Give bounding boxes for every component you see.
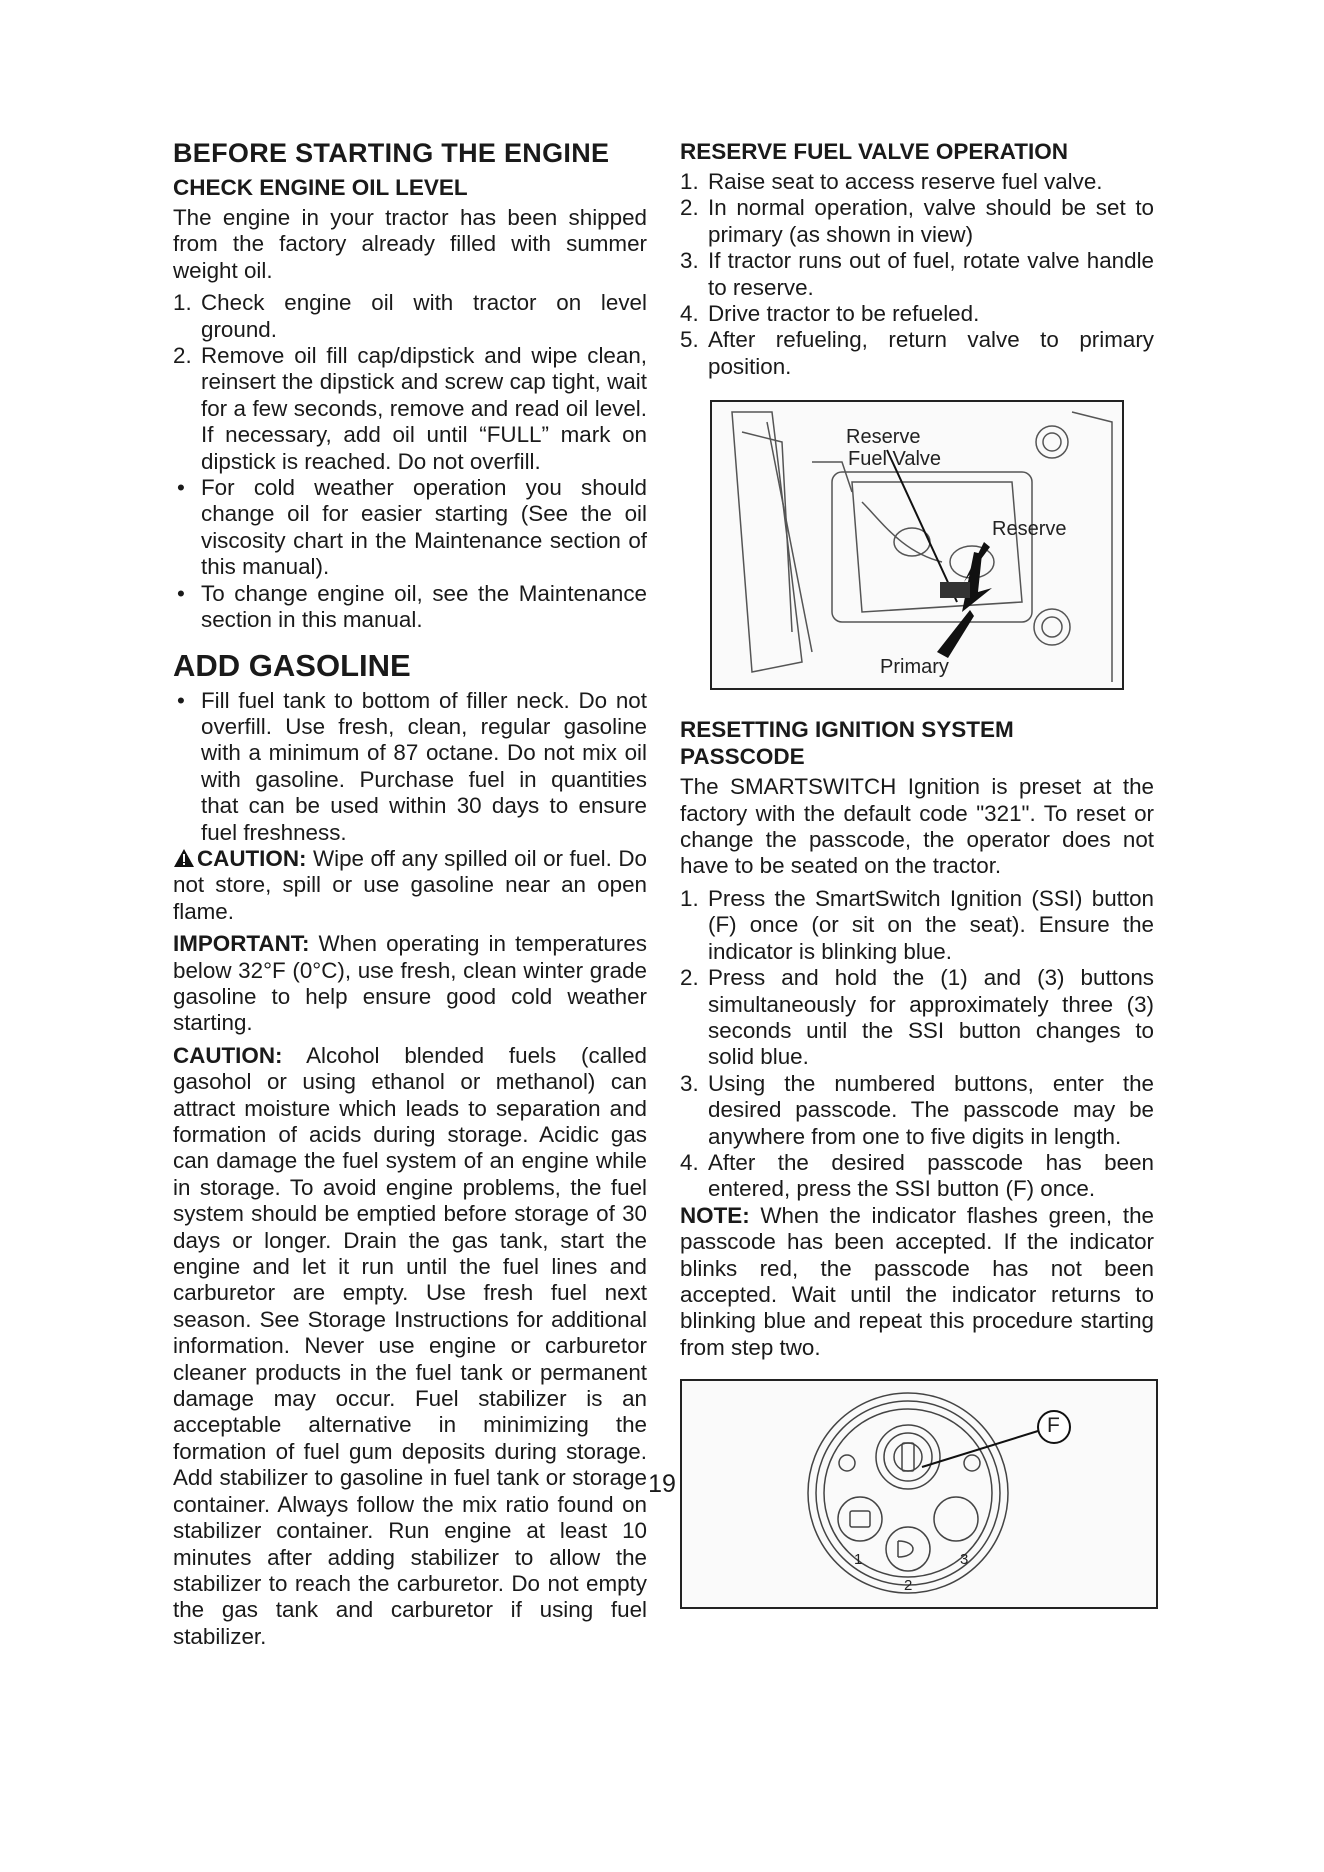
reserve-step: 4. Drive tractor to be refueled.	[680, 301, 980, 327]
reserve-fuel-valve-label-line2: Fuel Valve	[848, 448, 942, 471]
before-starting-heading: BEFORE STARTING THE ENGINE	[173, 138, 610, 168]
oil-step: 1. Check engine oil with tractor on level ground.	[173, 290, 647, 342]
oil-intro: The engine in your tractor has been shipped from the factory already filled with summer weight oil.	[173, 205, 647, 283]
passcode-step: 2. Press and hold the (1) and (3) buttons simultaneously for approximately three (3) seconds until the SSI button changes to solid blue.	[680, 965, 1154, 1070]
note-label: NOTE:	[680, 1202, 750, 1228]
important-paragraph: IMPORTANT: When operating in temperatures below 32°F (0°C), use fresh, clean winter grade gasoline to help ensure good cold weather starting.	[173, 931, 647, 1036]
oil-steps	[173, 290, 647, 475]
alcohol-caution-paragraph: CAUTION: Alcohol blended fuels (called gasohol or using ethanol or methanol) can attract moisture which leads to separation and formation of acids during storage. Acidic gas can damage the fuel system of an engine while in storage. To avoid engine problems, the fuel system should be emptied before storage of 30 days or longer. Drain the gas tank, start the engine and let it run until the fuel lines and carburetor are empty. Use fresh fuel next season. See Storage Instructions for additional information. Never use engine or carburetor cleaner products in the fuel tank or permanent damage may occur. Fuel stabilizer is an acceptable alternative in minimizing the formation of fuel gum deposits during storage. Add stabilizer to gasoline in fuel tank or storage container. Always follow the mix ratio found on stabilizer container. Run engine at least 10 minutes after adding stabilizer to allow the stabilizer to reach the carburetor. Do not empty the gas tank and carburetor if using fuel stabilizer.	[173, 1042, 647, 1649]
caution-paragraph: CAUTION: Wipe off any spilled oil or fuel. Do not store, spill or use gasoline near an open flame.	[173, 845, 647, 924]
button-3-label: 3	[960, 1551, 969, 1569]
caution-label: CAUTION:	[173, 1042, 283, 1068]
reserve-label: Reserve	[992, 518, 1067, 541]
reserve-step: 5. After refueling, return valve to primary position.	[680, 327, 1154, 379]
button-1-label: 1	[854, 1551, 863, 1569]
reserve-step: 1. Raise seat to access reserve fuel valve.	[680, 169, 1103, 194]
caution-label: CAUTION:	[197, 845, 307, 871]
reserve-fuel-valve-figure	[710, 400, 1124, 690]
f-callout-label: F	[1047, 1414, 1060, 1438]
passcode-step: 3. Using the numbered buttons, enter the desired passcode. The passcode may be anywhere from one to five digits in length.	[680, 1070, 1154, 1149]
passcode-intro: The SMARTSWITCH Ignition is preset at the factory with the default code "321". To reset or change the passcode, the operator does not have to be seated on the tractor.	[680, 774, 1154, 879]
note-paragraph: NOTE: When the indicator flashes green, the passcode has been accepted. If the indicator blinks red, the passcode has not been accepted. Wait until the indicator returns to blinking blue and repeat this procedure starting from step two.	[680, 1202, 1154, 1360]
oil-step: 2. Remove oil fill cap/dipstick and wipe clean, reinsert the dipstick and screw cap tight, wait for a few seconds, remove and read oil level. If necessary, add oil until “FULL” mark on dipstick is reached. Do not overfill.	[173, 343, 647, 474]
passcode-step: 1. Press the SmartSwitch Ignition (SSI) button (F) once (or sit on the seat). Ensure the indicator is blinking blue.	[680, 885, 1154, 964]
reserve-fuel-valve-label-line1: Reserve	[846, 426, 921, 449]
left-column	[173, 138, 647, 1656]
oil-bullet: • To change engine oil, see the Maintenance section in this manual.	[177, 580, 647, 633]
reserve-step: 2. In normal operation, valve should be set to primary (as shown in view)	[680, 195, 1154, 247]
oil-bullet: • For cold weather operation you should change oil for easier starting (See the oil viscosity chart in the Maintenance section of this manual).	[177, 475, 647, 580]
reserve-fuel-heading: RESERVE FUEL VALVE OPERATION	[680, 139, 1068, 164]
passcode-steps	[680, 886, 1154, 1203]
reserve-step: 3. If tractor runs out of fuel, rotate valve handle to reserve.	[680, 248, 1154, 300]
passcode-heading: RESETTING IGNITION SYSTEM PASSCODE	[680, 717, 1014, 770]
passcode-step: 4. After the desired passcode has been entered, press the SSI button (F) once.	[680, 1149, 1154, 1202]
button-2-label: 2	[904, 1577, 913, 1595]
reserve-steps	[680, 169, 1154, 380]
gas-bullet: • Fill fuel tank to bottom of filler neck. Do not overfill. Use fresh, clean, regular gasoline with a minimum of 87 octane. Do not mix oil with gasoline. Purchase fuel in quantities that can be used within 30 days to ensure fuel freshness.	[177, 687, 647, 845]
important-label: IMPORTANT:	[173, 931, 310, 957]
gas-bullets	[173, 688, 647, 846]
add-gasoline-heading: ADD GASOLINE	[173, 647, 411, 683]
right-column	[680, 138, 1154, 1609]
check-oil-heading: CHECK ENGINE OIL LEVEL	[173, 175, 468, 200]
oil-bullets	[173, 475, 647, 633]
page-number: 19	[648, 1470, 676, 1498]
warning-triangle-icon	[173, 848, 195, 868]
primary-label: Primary	[880, 656, 949, 679]
